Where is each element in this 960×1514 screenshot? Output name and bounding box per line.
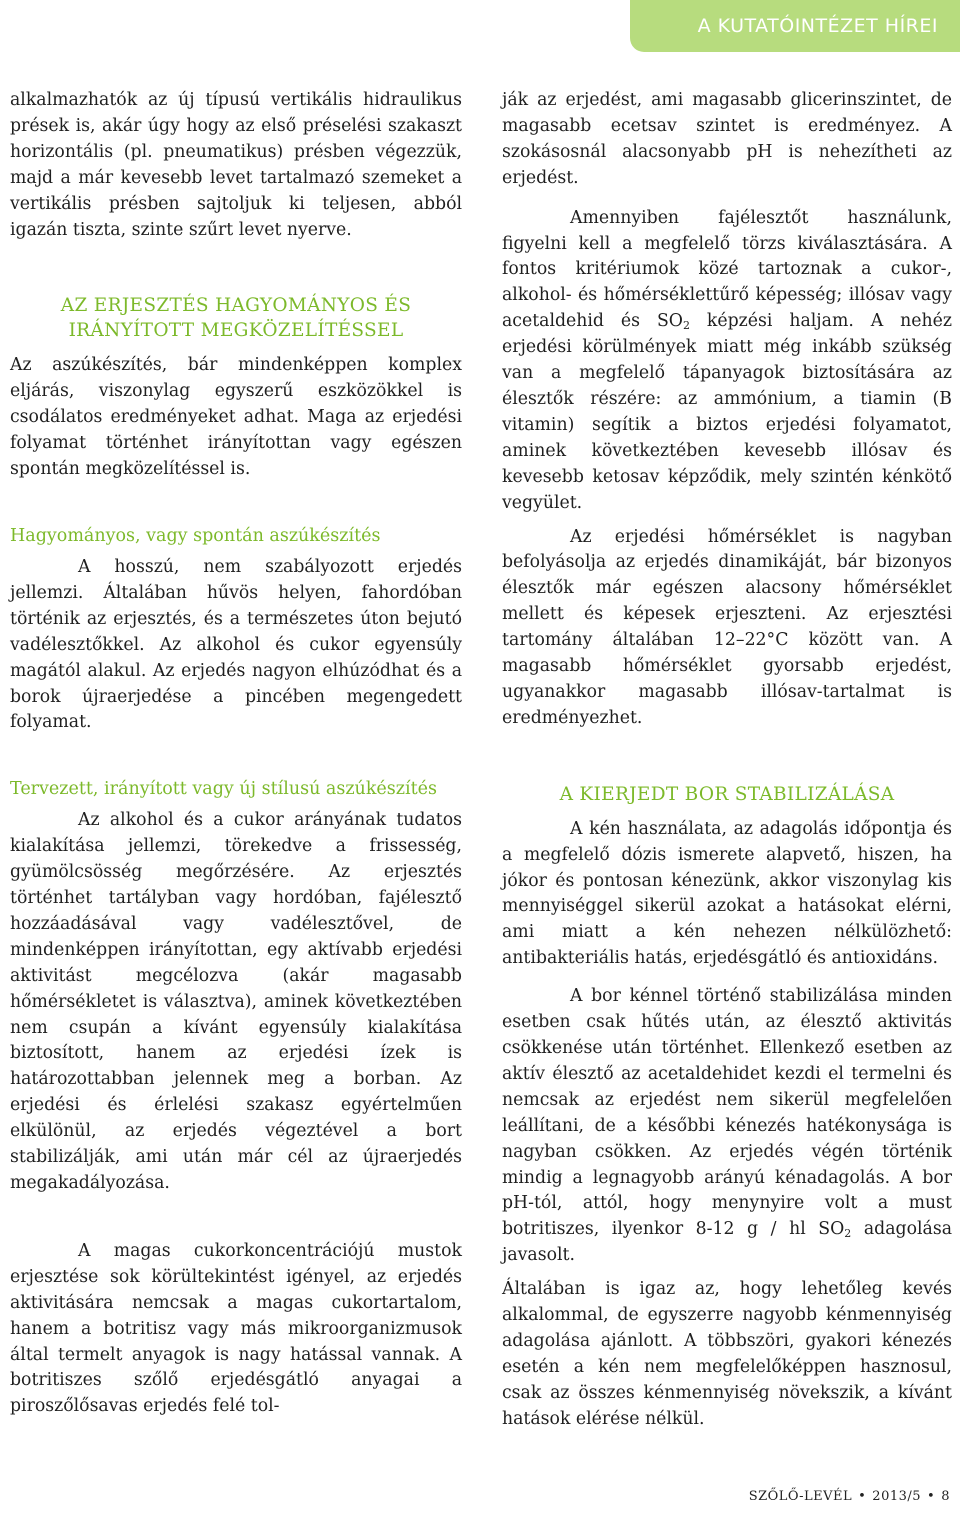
paragraph: Általában is igaz az, hogy lehetőleg kevés alkalommal, de egyszerre nagyobb kénmennyiség adagolása ajánlott. A többszöri, gyakori kénezés esetén a kén nem megfelelőképpen hasznosul, csak az összes kénmennyiség növekszik, a kívánt hatások elérése nélkül. <box>502 1279 952 1429</box>
subscript: 2 <box>844 1227 852 1241</box>
paragraph-text: Amennyiben fajélesztőt használunk, figyelni kell a megfelelő törzs kiválasztására. A fontos kritériumok közé tartoznak a cukor-, alkohol- és hőmérséklettűrő képesség; illósav vagy acetaldehid és SO <box>502 207 952 332</box>
subsection-heading: Tervezett, irányított vagy új stílusú aszúkészítés <box>10 779 437 800</box>
publication-name: SZŐLŐ-LEVÉL <box>748 1489 853 1504</box>
paragraph-text: képzési haljam. A nehéz erjedési körülmények miatt még inkább szükség van a megfelelő tápanyagok biztosítására az élesztők részére: az ammónium, a tiamin (B vitamin) segítik a biztos erjedési folyamatot, aminek következtében kevesebb illósav és kevesebb ketosav képződik, mely szintén kénkötő vegyület. <box>502 311 952 513</box>
section-banner: A KUTATÓINTÉZET HÍREI <box>630 0 960 52</box>
subscript: 2 <box>682 319 690 333</box>
paragraph-text: A bor kénnel történő stabilizálása minden esetben csak hűtés után, az élesztő aktivitás csökkenése után történhet. Ellenkező esetben az aktív élesztő az acetaldehidet kezdi el termelni és nemcsak az erjedést nem sikerül megfelelően leállítani, de a későbbi kénezés hatékonysága is nagyban csökken. Az erjedés végén történik mindig a legnagyobb arányú kénadagolás. A bor pH-tól, attól, hogy menynyire volt a must botritiszes, ilyenkor 8-12 g / hl SO <box>502 986 952 1240</box>
section-heading: AZ ERJESZTÉS HAGYOMÁNYOS ÉS IRÁNYÍTOTT MEGKÖZELÍTÉSSEL <box>60 295 412 342</box>
paragraph: A kén használata, az adagolás időpontja és a megfelelő dózis ismerete alapvető, hiszen, ha jókor és pontosan kénezünk, akkor viszonylag kis mennyiséggel sikerül azokat a hatásokat elérni, ami miatt a kén nehezen nélkülözhető: antibakteriális hatás, erjedésgátló és antioxidáns. <box>502 818 952 969</box>
page-footer: SZŐLŐ-LEVÉL • 2013/5 • 8 <box>748 1489 950 1504</box>
paragraph-text: adagolása javasolt. <box>502 1219 952 1266</box>
page-number: 8 <box>941 1489 950 1504</box>
paragraph: Az alkohol és a cukor arányának tudatos kialakítása jellemzi, törekedve a frissesség, gyümölcsösség megőrzésére. Az erjesztés történhet tartályban vagy hordóban, fajélesztő hozzáadásával vagy vadélesztővel, de mindenképpen irányítottan, egy aktívabb erjedési aktivitást megcélozva (akár magasabb hőmérsékletet is választva), aminek következtében nem csupán a kívánt egyensúly kialakítása biztosított, hanem az erjedési ízek is határozottabban jelennek meg a borban. Az erjedési és érlelési szakasz egyértelműen elkülönül, az erjedés végeztével a bort stabilizálják, ami után már cél az újraerjedés megakadályozása. <box>10 810 462 1193</box>
issue-number: 2013/5 <box>872 1489 922 1504</box>
paragraph <box>502 206 952 517</box>
paragraph: ják az erjedést, ami magasabb glicerinszintet, de magasabb ecetsav szintet is eredményez. A szokásosnál alacsonyabb pH is nehezítheti az erjedést. <box>502 90 952 188</box>
paragraph: alkalmazhatók az új típusú vertikális hidraulikus prések is, akár úgy hogy az első préselési szakaszt horizontális (pl. pneumatikus) présben végezzük, majd a már kevesebb levet tartalmazó szemeket a vertikális présben sajtoljuk ki teljesen, abból igazán tiszta, szinte szűrt levet nyerve. <box>10 90 462 240</box>
paragraph: A magas cukorkoncentrációjú mustok erjesztése sok körültekintést igényel, az erjedés aktivitására nemcsak a magas cukortartalom, hanem a botritisz vagy más mikroorganizmusok által termelt anyagok is nagy hatással vannak. A botritiszes szőlő erjedésgátló anyagai a piroszőlősavas erjedés felé tol- <box>10 1240 462 1417</box>
paragraph: A hosszú, nem szabályozott erjedés jellemzi. Általában hűvös helyen, fahordóban történik az erjesztés, és a természetes úton bejutó vadélesztőkkel. Az alkohol és cukor egyensúly magától alakul. Az erjedés nagyon elhúzódhat és a borok újraerjedése a pincében megengedett folyamat. <box>10 556 462 733</box>
paragraph: Az aszúkészítés, bár mindenképpen komplex eljárás, viszonylag egyszerű eszközökkel is csodálatos eredményeket adhat. Maga az erjedési folyamat történhet irányítottan vagy egészen spontán megközelítéssel is. <box>10 355 462 480</box>
left-column <box>10 88 462 1420</box>
paragraph: Az erjedési hőmérséklet is nagyban befolyásolja az erjedés dinamikáját, bár bizonyos élesztők már egészen alacsony hőmérséklet mellett és képesek erjeszteni. Az erjesztési tartomány általában 12–22°C között van. A magasabb hőmérséklet gyorsabb erjedést, ugyanakkor magasabb illósav-tartalmat is eredményezhet. <box>502 526 952 728</box>
subsection-heading: Hagyományos, vagy spontán aszúkészítés <box>10 525 381 546</box>
right-column <box>502 88 952 1433</box>
paragraph <box>502 984 952 1269</box>
section-heading: A KIERJEDT BOR STABILIZÁLÁSA <box>559 783 895 805</box>
